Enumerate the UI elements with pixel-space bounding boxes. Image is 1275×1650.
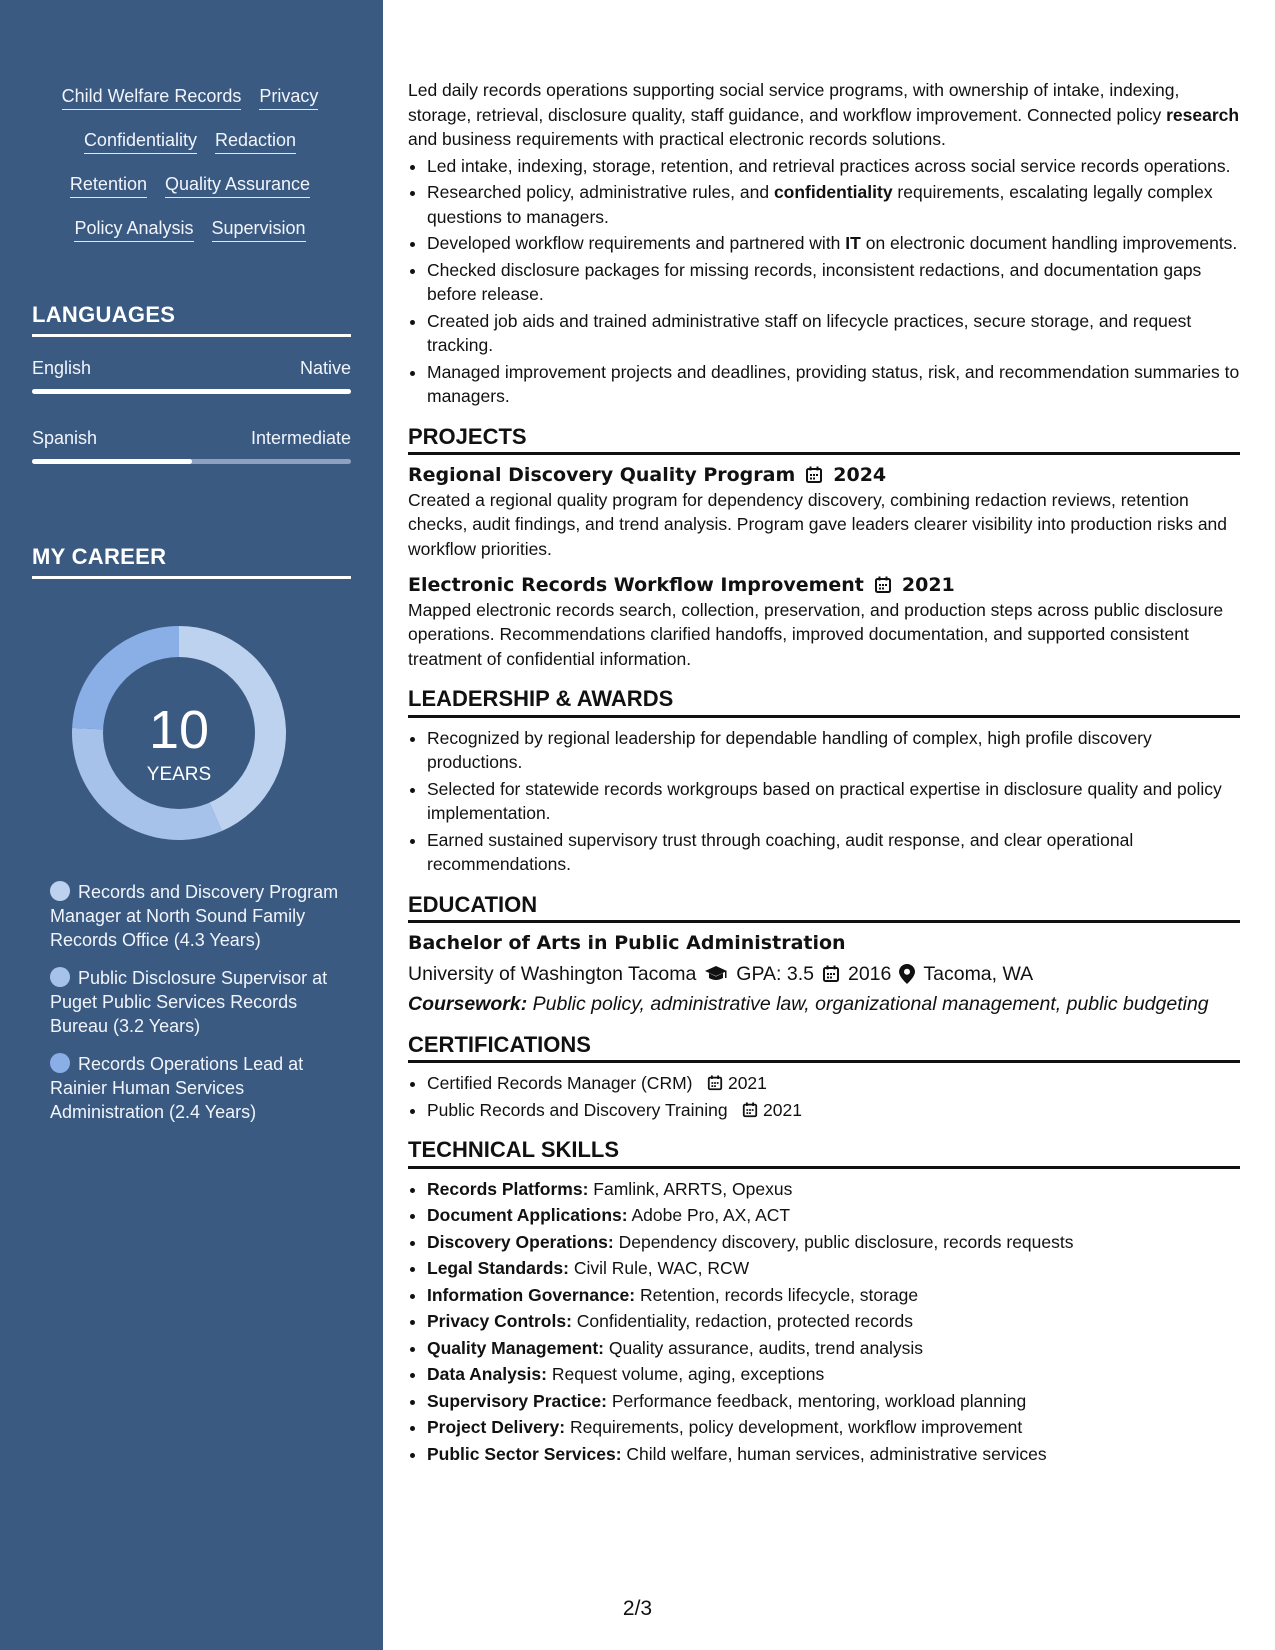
career-item-text: Records Operations Lead at Rainier Human Services Administration (2.4 Years)	[50, 1054, 304, 1122]
career-item-text: Public Disclosure Supervisor at Puget Public Services Records Bureau (3.2 Years)	[50, 968, 328, 1036]
gpa: GPA: 3.5	[736, 962, 814, 985]
career-item-text: Records and Discovery Program Manager at North Sound Family Records Office (4.3 Years)	[50, 882, 339, 950]
coursework: Coursework: Public policy, administrative law, organizational management, public budgeting	[408, 993, 1209, 1015]
skill-tag: Retention	[70, 174, 147, 198]
school-name: University of Washington Tacoma	[408, 962, 697, 985]
list-item: • Document Applications: Adobe Pro, AX, ACT	[427, 1203, 1240, 1228]
tag-row	[30, 86, 350, 110]
skill-tag: Privacy	[259, 86, 318, 110]
graduation-year: 2016	[847, 962, 892, 985]
calendar-icon	[707, 1075, 723, 1091]
sidebar	[0, 0, 383, 1650]
list-item: • Earned sustained supervisory trust through coaching, audit response, and clear operational recommendations.	[427, 828, 1240, 877]
proficiency-fill	[32, 389, 351, 394]
calendar-icon	[874, 576, 892, 594]
skill-tag: Redaction	[215, 130, 296, 154]
skill-tag: Confidentiality	[84, 130, 197, 154]
list-item: • Developed workflow requirements and partnered with IT on electronic document handling improvements.	[427, 231, 1240, 256]
list-item: • Public Records and Discovery Training 2021	[427, 1098, 1240, 1123]
list-item: • Recognized by regional leadership for dependable handling of complex, high profile discovery productions.	[427, 726, 1240, 775]
career-item	[50, 880, 340, 952]
certifications-list	[408, 1071, 1240, 1122]
proficiency-fill	[32, 459, 192, 464]
page-number: 2/3	[622, 1597, 653, 1620]
language-level: Native	[299, 358, 351, 378]
list-item: • Researched policy, administrative rules, and confidentiality requirements, escalating legally complex questions to managers.	[427, 180, 1240, 229]
career-years-unit: YEARS	[146, 764, 212, 785]
list-item: • Legal Standards: Civil Rule, WAC, RCW	[427, 1256, 1240, 1281]
education-heading: EDUCATION	[408, 893, 1240, 924]
legend-dot	[50, 1053, 70, 1073]
career-list	[50, 880, 340, 1138]
projects-heading: PROJECTS	[408, 425, 1240, 456]
graduation-cap-icon	[704, 965, 728, 983]
language-name: Spanish	[32, 428, 98, 448]
experience-bullets	[408, 154, 1240, 409]
list-item: • Data Analysis: Request volume, aging, exceptions	[427, 1362, 1240, 1387]
list-item: • Information Governance: Retention, records lifecycle, storage	[427, 1283, 1240, 1308]
certifications-heading: CERTIFICATIONS	[408, 1033, 1240, 1064]
career-heading: MY CAREER	[32, 544, 351, 579]
skill-tag: Child Welfare Records	[62, 86, 242, 110]
career-item	[50, 1052, 340, 1124]
language-level: Intermediate	[250, 428, 351, 448]
technical-skills-list	[408, 1177, 1240, 1467]
language-spanish	[32, 428, 351, 464]
list-item: • Privacy Controls: Confidentiality, redaction, protected records	[427, 1309, 1240, 1334]
list-item: • Public Sector Services: Child welfare, human services, administrative services	[427, 1442, 1240, 1467]
career-years-number: 10	[148, 700, 210, 760]
school-location: Tacoma, WA	[923, 962, 1034, 985]
languages-heading: LANGUAGES	[32, 302, 351, 337]
list-item: • Discovery Operations: Dependency discovery, public disclosure, records requests	[427, 1230, 1240, 1255]
project-description: Created a regional quality program for dependency discovery, combining redaction reviews, retention checks, audit findings, and trend analysis. Program gave leaders clearer visibility into production risks and workflow priorities.	[408, 489, 1228, 559]
calendar-icon	[742, 1102, 758, 1118]
list-item: • Checked disclosure packages for missing records, inconsistent redactions, and documentation gaps before release.	[427, 258, 1240, 307]
tag-row	[30, 174, 350, 198]
leadership-heading: LEADERSHIP & AWARDS	[408, 687, 1240, 718]
list-item: • Managed improvement projects and deadlines, providing status, risk, and recommendation summaries to managers.	[427, 360, 1240, 409]
summary: Led daily records operations supporting social service programs, with ownership of intake, indexing, storage, retrieval, disclosure quality, staff guidance, and workflow improvement. Connected policy research and business requirements with practical electronic records solutions.	[408, 80, 1240, 149]
list-item: • Certified Records Manager (CRM) 2021	[427, 1071, 1240, 1096]
education-details	[408, 962, 1240, 987]
list-item: • Created job aids and trained administrative staff on lifecycle practices, secure storage, and request tracking.	[427, 309, 1240, 358]
project-title: Regional Discovery Quality Program 2024	[408, 464, 887, 486]
main-content	[408, 78, 1240, 1468]
legend-dot	[50, 881, 70, 901]
project-description: Mapped electronic records search, collection, preservation, and production steps across public disclosure operations. Recommendations clarified handoffs, improved documentation, and supported consistent treatment of confidential information.	[408, 599, 1224, 669]
list-item: • Led intake, indexing, storage, retention, and retrieval practices across social service records operations.	[427, 154, 1240, 179]
skill-tags	[30, 86, 350, 262]
skill-tag: Quality Assurance	[165, 174, 310, 198]
list-item: • Supervisory Practice: Performance feedback, mentoring, workload planning	[427, 1389, 1240, 1414]
list-item: • Records Platforms: Famlink, ARRTS, Opexus	[427, 1177, 1240, 1202]
calendar-icon	[805, 466, 823, 484]
language-english	[32, 358, 351, 394]
skill-tag: Supervision	[212, 218, 306, 242]
list-item: • Quality Management: Quality assurance, audits, trend analysis	[427, 1336, 1240, 1361]
career-item	[50, 966, 340, 1038]
proficiency-bar	[32, 389, 351, 394]
degree-title: Bachelor of Arts in Public Administration	[408, 932, 846, 954]
tag-row	[30, 218, 350, 242]
list-item: • Selected for statewide records workgroups based on practical expertise in disclosure quality and policy implementation.	[427, 777, 1240, 826]
legend-dot	[50, 967, 70, 987]
list-item: • Project Delivery: Requirements, policy development, workflow improvement	[427, 1415, 1240, 1440]
career-donut-chart	[66, 620, 292, 846]
skill-tag: Policy Analysis	[74, 218, 193, 242]
tag-row	[30, 130, 350, 154]
project-title: Electronic Records Workflow Improvement 2021	[408, 574, 955, 596]
calendar-icon	[822, 965, 840, 983]
leadership-list	[408, 726, 1240, 877]
location-pin-icon	[899, 964, 915, 984]
proficiency-bar	[32, 459, 351, 464]
language-name: English	[32, 358, 92, 378]
technical-skills-heading: TECHNICAL SKILLS	[408, 1138, 1240, 1169]
